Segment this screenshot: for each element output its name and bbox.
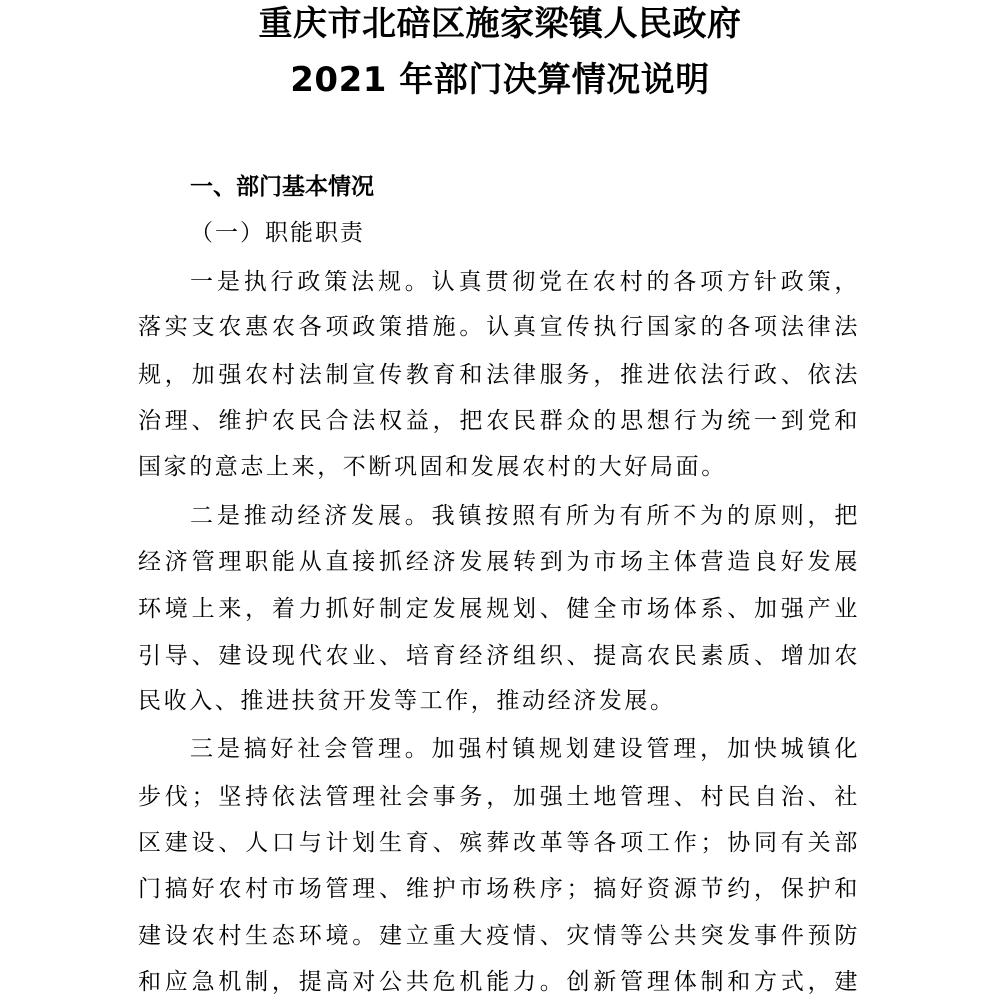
paragraph-line: 引导、建设现代农业、培育经济组织、提高农民素质、增加农 [138, 643, 860, 669]
paragraph-line: 区建设、人口与计划生育、殡葬改革等各项工作；协同有关部 [138, 830, 860, 856]
paragraph-line: 环境上来，着力抓好制定发展规划、健全市场体系、加强产业 [138, 596, 860, 622]
paragraph-line: 三是搞好社会管理。加强村镇规划建设管理，加快城镇化 [190, 736, 860, 762]
section-heading: 一、部门基本情况 [190, 174, 374, 200]
paragraph-line: 落实支农惠农各项政策措施。认真宣传执行国家的各项法律法 [138, 314, 860, 340]
paragraph-line: 建设农村生态环境。建立重大疫情、灾情等公共突发事件预防 [138, 923, 860, 949]
paragraph-line: 门搞好农村市场管理、维护市场秩序；搞好资源节约，保护和 [138, 876, 860, 902]
document-title-line-1: 重庆市北碚区施家梁镇人民政府 [258, 4, 742, 44]
paragraph-line: 民收入、推进扶贫开发等工作，推动经济发展。 [138, 688, 676, 714]
paragraph-line: 二是推动经济发展。我镇按照有所为有所不为的原则，把 [190, 503, 860, 529]
document-title-line-2: 2021 年部门决算情况说明 [290, 60, 710, 100]
paragraph-line: 国家的意志上来，不断巩固和发展农村的大好局面。 [138, 454, 727, 480]
subsection-heading: （一）职能职责 [190, 220, 365, 246]
paragraph-line: 经济管理职能从直接抓经济发展转到为市场主体营造良好发展 [138, 549, 860, 575]
paragraph-line: 规，加强农村法制宣传教育和法律服务，推进依法行政、依法 [138, 362, 860, 388]
paragraph-line: 和应急机制，提高对公共危机能力。创新管理体制和方式，建 [138, 969, 860, 995]
paragraph-line: 步伐；坚持依法管理社会事务，加强土地管理、村民自治、社 [138, 784, 860, 810]
paragraph-line: 一是执行政策法规。认真贯彻党在农村的各项方针政策， [190, 269, 860, 295]
paragraph-line: 治理、维护农民合法权益，把农民群众的思想行为统一到党和 [138, 408, 860, 434]
